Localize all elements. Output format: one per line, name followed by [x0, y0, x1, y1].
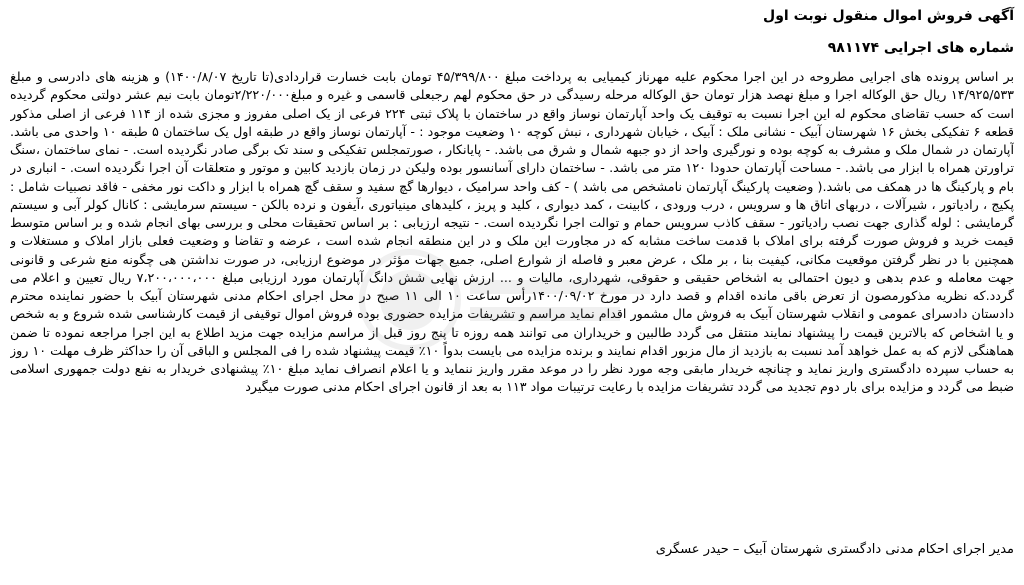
notice-title: آگهی فروش اموال منقول نوبت اول: [763, 8, 1014, 24]
signature-line: مدیر اجرای احکام مدنی دادگستری شهرستان آبیک – حیدر عسگری: [655, 542, 1014, 557]
notice-body: بر اساس پرونده های اجرایی مطروحه در این اجرا محکوم علیه مهرناز کیمیایی به پرداخت مبلغ ۴۵/۳۹۹/۸۰۰ تومان بابت خسارت قراردادی(تا تاریخ ۱۴۰۰/۸/۰۷) و هزینه های دادرسی و مبلغ ۱۴/۹۲۵/۵۳۳ ریال حق الوکاله اجرا و مبلغ نهصد هزار تومان حق الوکاله مرحله رسیدگی در حق محکوم لهم رجبعلی قاسمی و غیره و مبلغ۲/۲۲۰/۰۰۰تومان بابت نیم عشر دولتی محکوم گردیده است که حسب تقاضای محکوم له این اجرا نسبت به توقیف یک واحد آپارتمان نوساز واقع در ساختمان با پلاک ثبتی ۲۲۴ فرعی از یک اصلی مفروز و مجزی شده از ۱۱۴ فرعی از اصلی مذکور قطعه ۶ تفکیکی بخش ۱۶ شهرستان آبیک - نشانی ملک : آبیک ، خیابان شهرداری ، نبش کوچه ۱۰ وضعیت موجود : - آپارتمان نوساز واقع در طبقه اول یک ساختمان ۵ طبقه ۱۰ واحدی می باشد. آپارتمان در شمال ملک و مشرف به کوچه بوده و نورگیری واحد از دو جبهه شمال و شرق می باشد. - پایانکار ، صورتمجلس تفکیکی و سند تک برگی صادر نگردیده است. - نمای ساختمان ،سنگ تراورتن همراه با ابزار می باشد. - مساحت آپارتمان حدودا ۱۲۰ متر می باشد. - ساختمان دارای آسانسور بوده ولیکن در زمان بازدید کابین و موتور و متعلقات آن اجرا نگردیده است. - انباری در بام و پارکینگ ها در همکف می باشد.( وضعیت پارکینگ آپارتمان نامشخص می باشد ) - کف واحد سرامیک ، دیوارها گچ سفید و سقف گچ همراه با ابزار و داکت نور مخفی - فاقد نصبیات شامل : پکیج ، رادیاتور ، شیرآلات ، دربهای اتاق ها و سرویس ، درب ورودی ، کابینت ، کمد دیواری ، کلید و پریز ، کلیدهای مینیاتوری ،آیفون و نرده بالکن - سیستم سرمایشی : کانال کولر آبی و سیستم گرمایشی : لوله گذاری جهت نصب رادیاتور - سقف کاذب سرویس حمام و توالت اجرا نگردیده است. - نتیجه ارزیابی : بر اساس تحقیقات محلی و بررسی بهای انجام شده و بر اساس متوسط قیمت خرید و فروش صورت گرفته برای املاک با قدمت ساخت مشابه که در مجاورت این ملک و در این منطقه انجام شده است ، عرضه و تقاضا و وضعیت فعلی بازار املاک و مستغلات و همچنین با در نظر گرفتن موقعیت مکانی، کیفیت بنا ، بر ملک ، عرض معبر و فاصله از شوارع اصلی، جمیع جهات مؤثر در موضوع ارزیابی، در صورت نداشتن هی چگونه منع شرعی و قانونی جهت معامله و عدم بدهی و دیون احتمالی به اشخاص حقیقی و حقوقی، شهرداری، مالیات و ... ارزش نهایی شش دانگ آپارتمان مورد ارزیابی مبلغ ۷،۲۰۰،۰۰۰،۰۰۰ ریال تعیین و اعلام می گردد.که نظریه مذکورمصون از تعرض باقی مانده اقدام و قصد دارد در مورخ ۱۴۰۰/۰۹/۰۲رأس ساعت ۱۰ الی ۱۱ صبح در محل اجرای احکام مدنی شهرستان آبیک با حضور نماینده محترم دادستان دادسرای عمومی و انقلاب شهرستان آبیک به فروش مال مشمور اقدام نماید مراسم و تشریفات مزایده حضوری بوده فروش اموال توقیفی از قیمت کارشناسی شده شروع و به شخص و یا اشخاص که بالاترین قیمت را پیشنهاد نمایند منتقل می گردد طالبین و خریداران می توانند همه روزه تا پنج روز قبل از مراسم مزایده جهت مزید اطلاع به این اجرا مراجعه نموده تا ضمن هماهنگی لازم که به عمل خواهد آمد نسبت به بازدید از مال مزبور اقدام نمایند و برنده مزایده می بایست بدواً ۱۰٪ قیمت پیشنهاد شده را فی المجلس و الباقی آن را حداکثر ظرف مهلت ۱۰ روز به حساب سپرده دادگستری واریز نماید و چنانچه خریدار مابقی وجه مورد نظر را در موعد مقرر واریز ننماید و یا اعلام انصراف نماید مبلغ ۱۰٪ پیشنهادی خریدار به نفع دولت جمهوری اسلامی ضبط می گردد و مزایده برای بار دوم تجدید می گردد تشریفات مزایده با رعایت ترتیبات مواد ۱۱۳ به بعد از قانون اجرای احکام مدنی صورت میگیرد: [10, 69, 1014, 395]
file-number: شماره های اجرایی ۹۸۱۱۷۴: [827, 40, 1014, 56]
